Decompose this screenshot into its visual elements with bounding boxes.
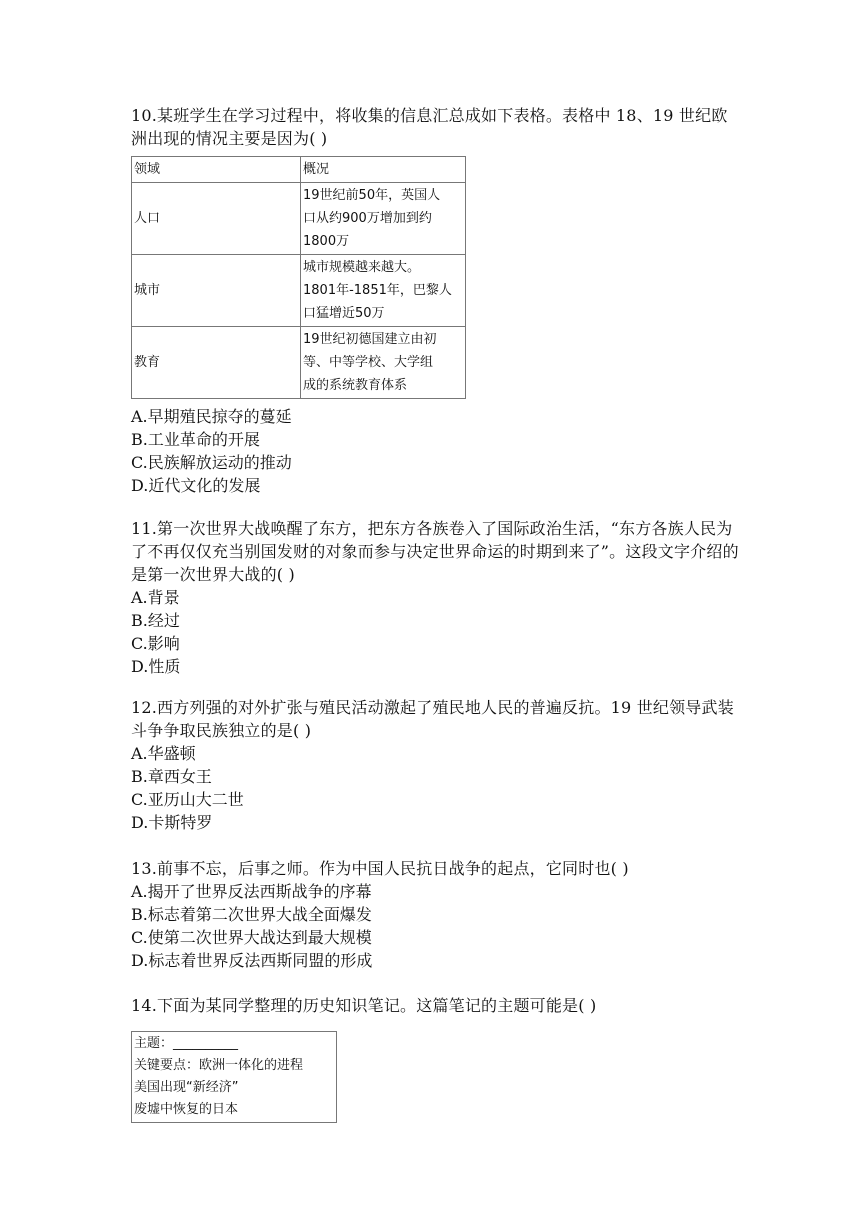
option-b: B.经过 — [131, 611, 180, 630]
question-12 — [131, 696, 743, 834]
question-stem: 14.下面为某同学整理的历史知识笔记。这篇笔记的主题可能是( ) — [131, 996, 597, 1015]
question-stem: 11.第一次世界大战唤醒了东方，把东方各族卷入了国际政治生活，“东方各族人民为了不再仅仅充当别国发财的对象而参与决定世界命运的时期到来了”。这段文字介绍的是第一次世界大战的( ) — [131, 519, 739, 584]
detail-line: 19世纪前50年，英国人 — [303, 188, 441, 203]
detail-line: 口猛增近50万 — [303, 306, 385, 321]
option-c: C.使第二次世界大战达到最大规模 — [131, 928, 372, 947]
info-table — [131, 156, 466, 399]
table-header-cell: 领域 — [132, 157, 301, 183]
option-d: D.卡斯特罗 — [131, 813, 213, 832]
option-a: A.早期殖民掠夺的蔓延 — [131, 407, 292, 426]
note-line: 关键要点：欧洲一体化的进程 — [134, 1058, 304, 1073]
option-d: D.近代文化的发展 — [131, 476, 261, 495]
table-cell-field: 城市 — [132, 255, 301, 327]
option-b: B.标志着第二次世界大战全面爆发 — [131, 905, 372, 924]
table-cell-detail — [301, 327, 466, 399]
detail-line: 等、中等学校、大学组 — [303, 355, 434, 370]
question-stem: 10.某班学生在学习过程中，将收集的信息汇总成如下表格。表格中 18、19 世纪欧洲出现的情况主要是因为( ) — [131, 106, 728, 148]
question-14 — [131, 994, 743, 1123]
table-cell-detail — [301, 183, 466, 255]
question-stem: 12.西方列强的对外扩张与殖民活动激起了殖民地人民的普遍反抗。19 世纪领导武装斗争争取民族独立的是( ) — [131, 698, 734, 740]
table-cell-detail — [301, 255, 466, 327]
table-row — [132, 183, 466, 255]
question-stem: 13.前事不忘，后事之师。作为中国人民抗日战争的起点，它同时也( ) — [131, 859, 629, 878]
option-a: A.背景 — [131, 588, 180, 607]
option-a: A.揭开了世界反法西斯战争的序幕 — [131, 882, 372, 901]
detail-line: 1801年-1851年，巴黎人 — [303, 283, 452, 298]
note-box — [131, 1031, 337, 1123]
detail-line: 城市规模越来越大。 — [303, 260, 421, 275]
table-header-cell: 概况 — [301, 157, 466, 183]
note-line: 美国出现“新经济” — [134, 1080, 239, 1095]
detail-line: 1800万 — [303, 234, 350, 249]
option-d: D.性质 — [131, 657, 181, 676]
option-d: D.标志着世界反法西斯同盟的形成 — [131, 951, 373, 970]
table-row — [132, 327, 466, 399]
question-11 — [131, 517, 743, 678]
table-header-row — [132, 157, 466, 183]
table-cell-field: 人口 — [132, 183, 301, 255]
option-b: B.工业革命的开展 — [131, 430, 260, 449]
detail-line: 口从约900万增加到约 — [303, 211, 432, 226]
detail-line: 成的系统教育体系 — [303, 378, 408, 393]
table-cell-field: 教育 — [132, 327, 301, 399]
option-c: C.民族解放运动的推动 — [131, 453, 292, 472]
option-c: C.亚历山大二世 — [131, 790, 244, 809]
option-c: C.影响 — [131, 634, 180, 653]
question-10 — [131, 104, 743, 497]
detail-line: 19世纪初德国建立由初 — [303, 332, 437, 347]
question-13 — [131, 857, 743, 972]
option-b: B.章西女王 — [131, 767, 212, 786]
table-row — [132, 255, 466, 327]
note-line: 废墟中恢复的日本 — [134, 1102, 239, 1117]
note-line: 主题：__________ — [134, 1036, 239, 1051]
option-a: A.华盛顿 — [131, 744, 196, 763]
